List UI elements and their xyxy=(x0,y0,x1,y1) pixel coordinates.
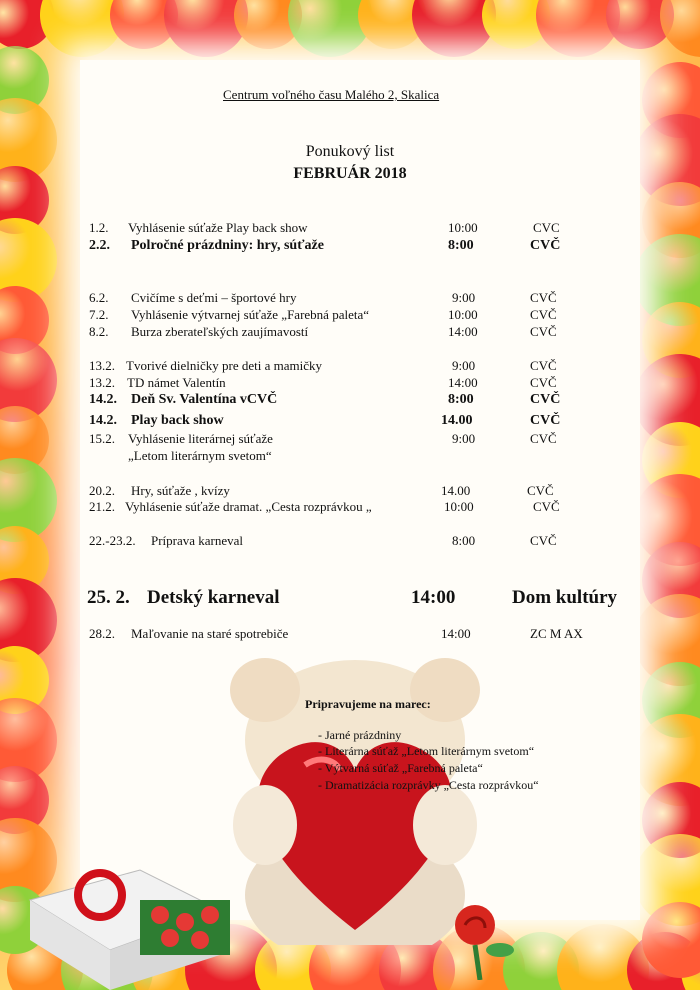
event-name: Detský karneval xyxy=(147,587,280,608)
event-name: Hry, súťaže , kvízy xyxy=(131,483,230,498)
event-date: 2.2. xyxy=(89,238,110,253)
event-date: 1.2. xyxy=(89,220,109,235)
event-date: 13.2. xyxy=(89,375,115,390)
event-place: CVČ xyxy=(530,392,561,407)
gift-box-illustration xyxy=(20,840,250,990)
event-place: CVČ xyxy=(530,307,557,322)
event-place: CVČ xyxy=(530,533,557,548)
preparing-item: - Výtvarná súťaž „Farebná paleta“ xyxy=(318,761,483,775)
event-name: Tvorivé dielničky pre deti a mamičky xyxy=(126,358,323,373)
event-place: CVČ xyxy=(530,375,557,390)
event-date: 13.2. xyxy=(89,358,115,373)
preparing-title: Pripravujeme na marec: xyxy=(305,697,431,711)
event-name: Vyhlásenie súťaže Play back show xyxy=(128,220,308,235)
page-subtitle: FEBRUÁR 2018 xyxy=(293,165,407,182)
event-date: 15.2. xyxy=(89,431,115,446)
event-time: 14:00 xyxy=(448,324,478,339)
event-name: Vyhlásenie súťaže dramat. „Cesta rozprávkou „ xyxy=(125,499,372,514)
event-place: ZC M AX xyxy=(530,626,583,641)
event-time: 14:00 xyxy=(441,626,471,641)
page-title: Ponukový list xyxy=(305,143,395,160)
event-time: 14.00 xyxy=(441,413,473,428)
event-date: 25. 2. xyxy=(87,587,130,608)
event-name: Príprava karneval xyxy=(151,533,244,548)
event-date: 14.2. xyxy=(89,413,117,428)
event-name-continued: „Letom literárnym svetom“ xyxy=(128,448,272,463)
event-name: Maľovanie na staré spotrebiče xyxy=(131,626,289,641)
event-time: 14:00 xyxy=(448,375,478,390)
event-time: 10:00 xyxy=(448,220,478,235)
event-date: 20.2. xyxy=(89,483,115,498)
event-time: 8:00 xyxy=(452,533,476,548)
event-time: 10:00 xyxy=(444,499,474,514)
event-place: CVČ xyxy=(533,499,560,514)
preparing-item: - Literárna súťaž „Letom literárnym svetom“ xyxy=(318,744,535,758)
event-name: Vyhlásenie literárnej súťaže xyxy=(128,431,273,446)
organization-heading: Centrum voľného času Malého 2, Skalica xyxy=(223,87,440,102)
event-place: CVČ xyxy=(530,431,557,446)
event-name: Vyhlásenie výtvarnej súťaže „Farebná paleta“ xyxy=(131,307,369,322)
event-date: 6.2. xyxy=(89,290,109,305)
event-time: 9:00 xyxy=(452,290,476,305)
event-place: CVČ xyxy=(530,413,561,428)
preparing-item: - Jarné prázdniny xyxy=(318,728,402,742)
event-name: Play back show xyxy=(131,413,224,428)
event-date: 21.2. xyxy=(89,499,115,514)
event-time: 9:00 xyxy=(452,358,476,373)
event-place: CVČ xyxy=(530,238,561,253)
event-name: TD námet Valentín xyxy=(127,375,226,390)
event-date: 22.-23.2. xyxy=(89,533,136,548)
event-date: 8.2. xyxy=(89,324,109,339)
event-time: 8:00 xyxy=(448,238,474,253)
event-name: Burza zberateľských zaujímavostí xyxy=(131,324,309,339)
event-time: 8:00 xyxy=(448,392,474,407)
event-place: CVČ xyxy=(530,290,557,305)
event-time: 10:00 xyxy=(448,307,478,322)
event-place: CVČ xyxy=(530,324,557,339)
event-date: 14.2. xyxy=(89,392,117,407)
event-place: CVČ xyxy=(527,483,554,498)
event-place: CVC xyxy=(533,220,560,235)
preparing-item: - Dramatizácia rozprávky „Cesta rozprávkou“ xyxy=(318,778,539,792)
event-name: Polročné prázdniny: hry, súťaže xyxy=(131,238,324,253)
event-time: 9:00 xyxy=(452,431,476,446)
event-date: 28.2. xyxy=(89,626,115,641)
event-time: 14:00 xyxy=(411,587,456,608)
event-date: 7.2. xyxy=(89,307,109,322)
event-place: Dom kultúry xyxy=(512,587,618,608)
event-name: Cvičíme s deťmi – športové hry xyxy=(131,290,297,305)
rose-illustration xyxy=(430,880,530,980)
event-name: Deň Sv. Valentína vCVČ xyxy=(131,392,278,407)
event-place: CVČ xyxy=(530,358,557,373)
event-time: 14.00 xyxy=(441,483,471,498)
